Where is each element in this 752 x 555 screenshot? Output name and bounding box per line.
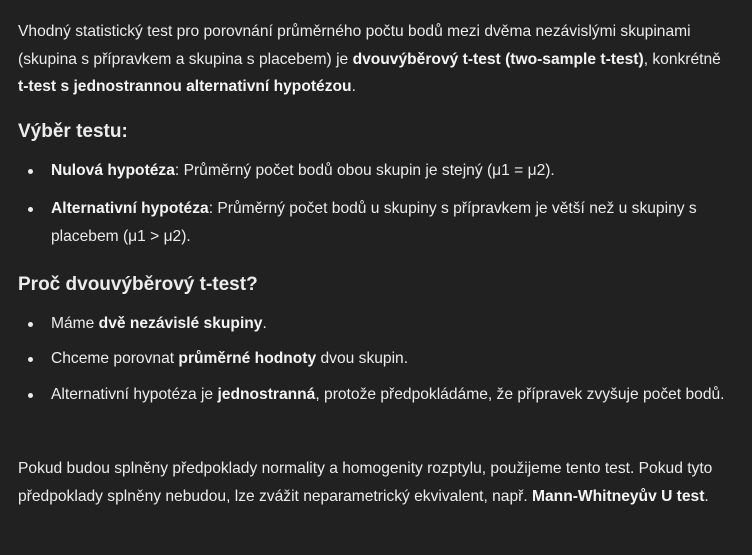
outro-bold-alternative-test: Mann-Whitneyův U test <box>532 487 705 505</box>
reason-text: Alternativní hypotéza je <box>51 386 218 403</box>
null-hypothesis-label: Nulová hypotéza <box>51 162 175 179</box>
list-item <box>18 345 734 373</box>
outro-text-2: . <box>704 487 709 505</box>
alt-hypothesis-text: : Průměrný počet bodů u skupiny s přípravkem je větší než u skupiny s placebem (μ1 > μ2). <box>51 200 697 245</box>
list-item <box>18 381 734 409</box>
null-hypothesis-text: : Průměrný počet bodů obou skupin je stejný (μ1 = μ2). <box>174 162 555 179</box>
intro-bold-test-type: t-test s jednostrannou alternativní hypotézou <box>18 78 352 95</box>
intro-text-1: Vhodný statistický test pro porovnání průměrného počtu bodů mezi dvěma nezávislými skupinami (skupina s přípravkem a skupina s placebem) je <box>18 23 691 68</box>
bullet-icon <box>28 322 33 327</box>
reason-text: Chceme porovnat <box>51 350 179 367</box>
intro-text-3: . <box>351 78 356 95</box>
bullet-icon <box>28 393 33 398</box>
alt-hypothesis-label: Alternativní hypotéza <box>51 200 209 217</box>
reason-text: . <box>262 315 267 332</box>
list-item <box>18 195 734 250</box>
reason-bold: dvě nezávislé skupiny <box>98 315 263 332</box>
outro-paragraph <box>18 455 734 510</box>
heading-why-ttest: Proč dvouvýběrový t-test? <box>18 274 258 295</box>
list-item <box>18 310 734 338</box>
intro-bold-test-name: dvouvýběrový t-test (two-sample t-test) <box>352 50 644 68</box>
outro-text-1: Pokud budou splněny předpoklady normality a homogenity rozptylu, použijeme tento test. Pokud tyto předpoklady splněny nebudou, lze zvážit neparametrický ekvivalent, např. <box>18 460 713 505</box>
reason-bold: jednostranná <box>217 386 316 403</box>
bullet-icon <box>28 169 33 174</box>
intro-text-2: , konkrétně <box>643 50 721 68</box>
intro-paragraph <box>18 18 734 101</box>
reason-text: , protože předpokládáme, že přípravek zvyšuje počet bodů. <box>315 386 725 403</box>
heading-test-selection: Výběr testu: <box>18 121 128 142</box>
reason-text: dvou skupin. <box>316 350 409 367</box>
reason-text: Máme <box>51 315 99 332</box>
reason-bold: průměrné hodnoty <box>178 350 317 367</box>
bullet-icon <box>28 207 33 212</box>
bullet-icon <box>28 357 33 362</box>
list-item <box>18 157 734 185</box>
